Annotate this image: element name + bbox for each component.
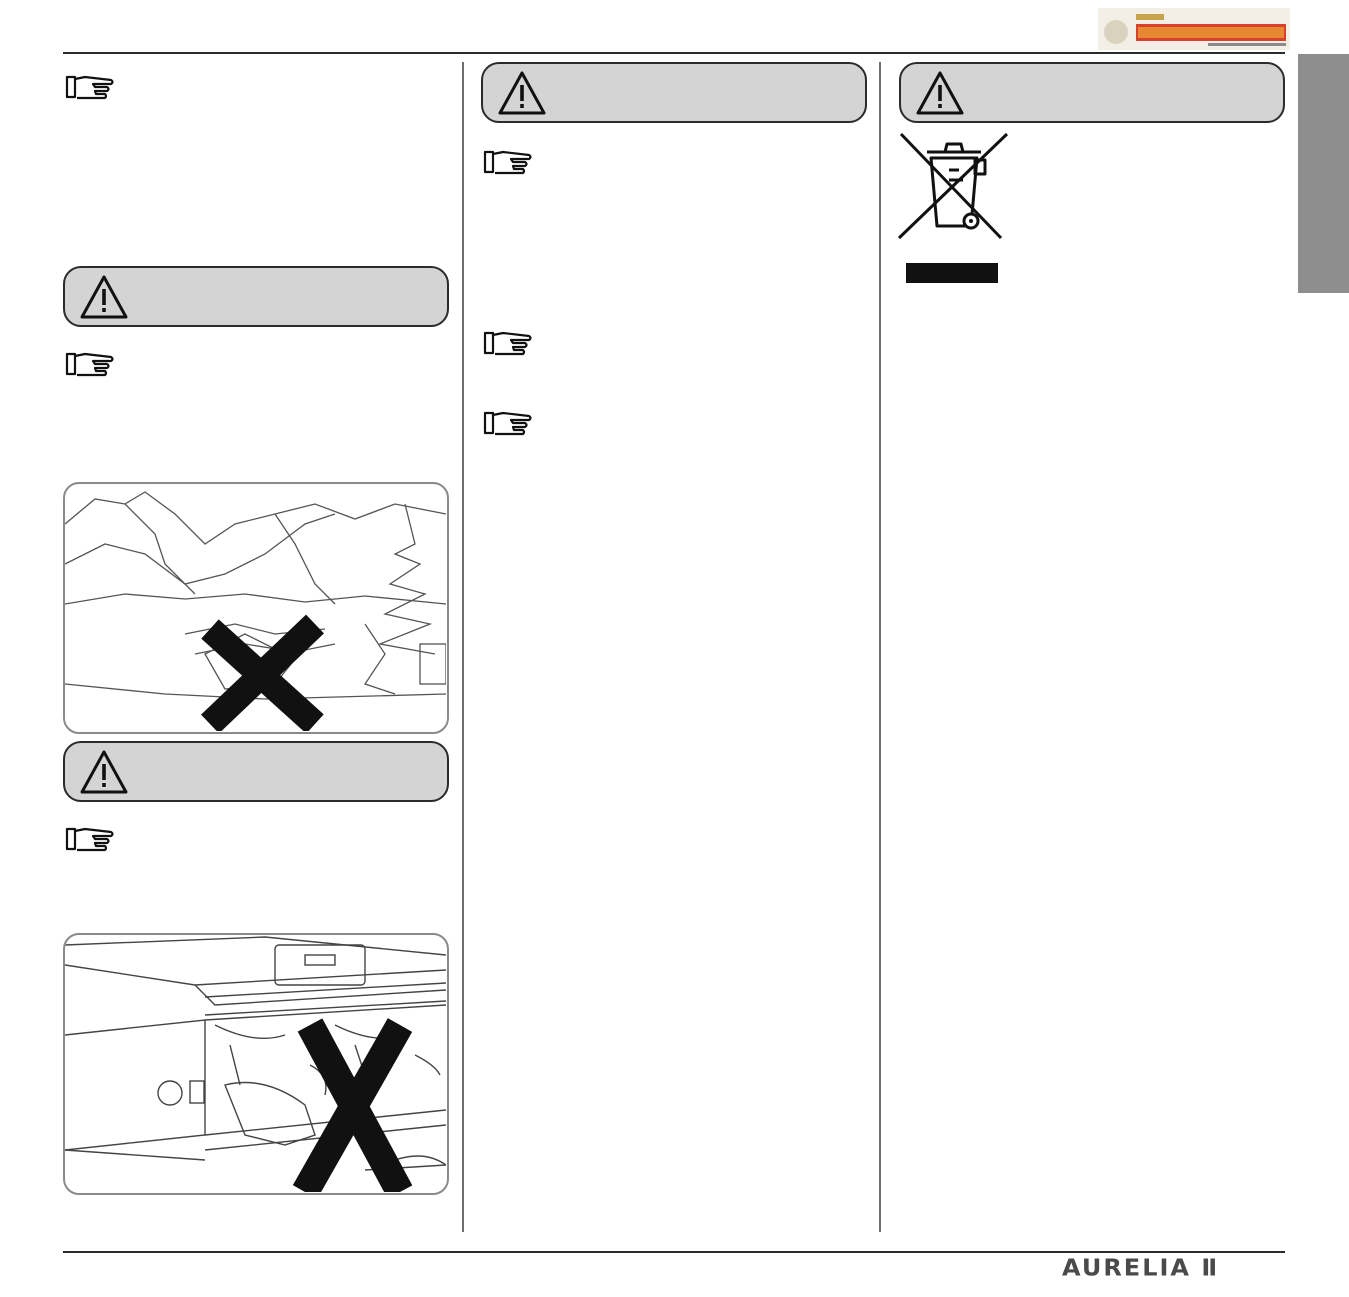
column-separator xyxy=(462,62,464,1232)
pointing-hand-icon xyxy=(65,824,115,854)
landscape-illustration xyxy=(65,484,446,731)
side-tab xyxy=(1298,54,1349,293)
pointing-hand-icon xyxy=(483,408,533,438)
warning-box xyxy=(899,62,1285,123)
pointing-hand-icon xyxy=(483,147,533,177)
warning-triangle-icon xyxy=(79,274,129,320)
warning-triangle-icon xyxy=(497,70,547,116)
do-not-touch-machine-illustration xyxy=(63,933,449,1195)
column-separator xyxy=(879,62,881,1232)
warning-box xyxy=(63,741,449,802)
warning-box xyxy=(63,266,449,327)
do-not-dispose-outdoors-illustration xyxy=(63,482,449,734)
model-name: AURELIA Ⅱ xyxy=(1062,1254,1220,1282)
pointing-hand-icon xyxy=(65,349,115,379)
crossed-out-wheelie-bin-icon xyxy=(897,130,1011,242)
warning-box xyxy=(481,62,867,123)
pointing-hand-icon xyxy=(483,328,533,358)
coffee-machine-illustration xyxy=(65,935,446,1192)
pointing-hand-icon xyxy=(65,72,115,102)
header-rule xyxy=(63,52,1285,54)
weee-marking-bar xyxy=(906,263,998,283)
simonelli-logo xyxy=(1098,8,1290,50)
warning-triangle-icon xyxy=(79,749,129,795)
footer-rule xyxy=(63,1251,1285,1253)
warning-triangle-icon xyxy=(915,70,965,116)
